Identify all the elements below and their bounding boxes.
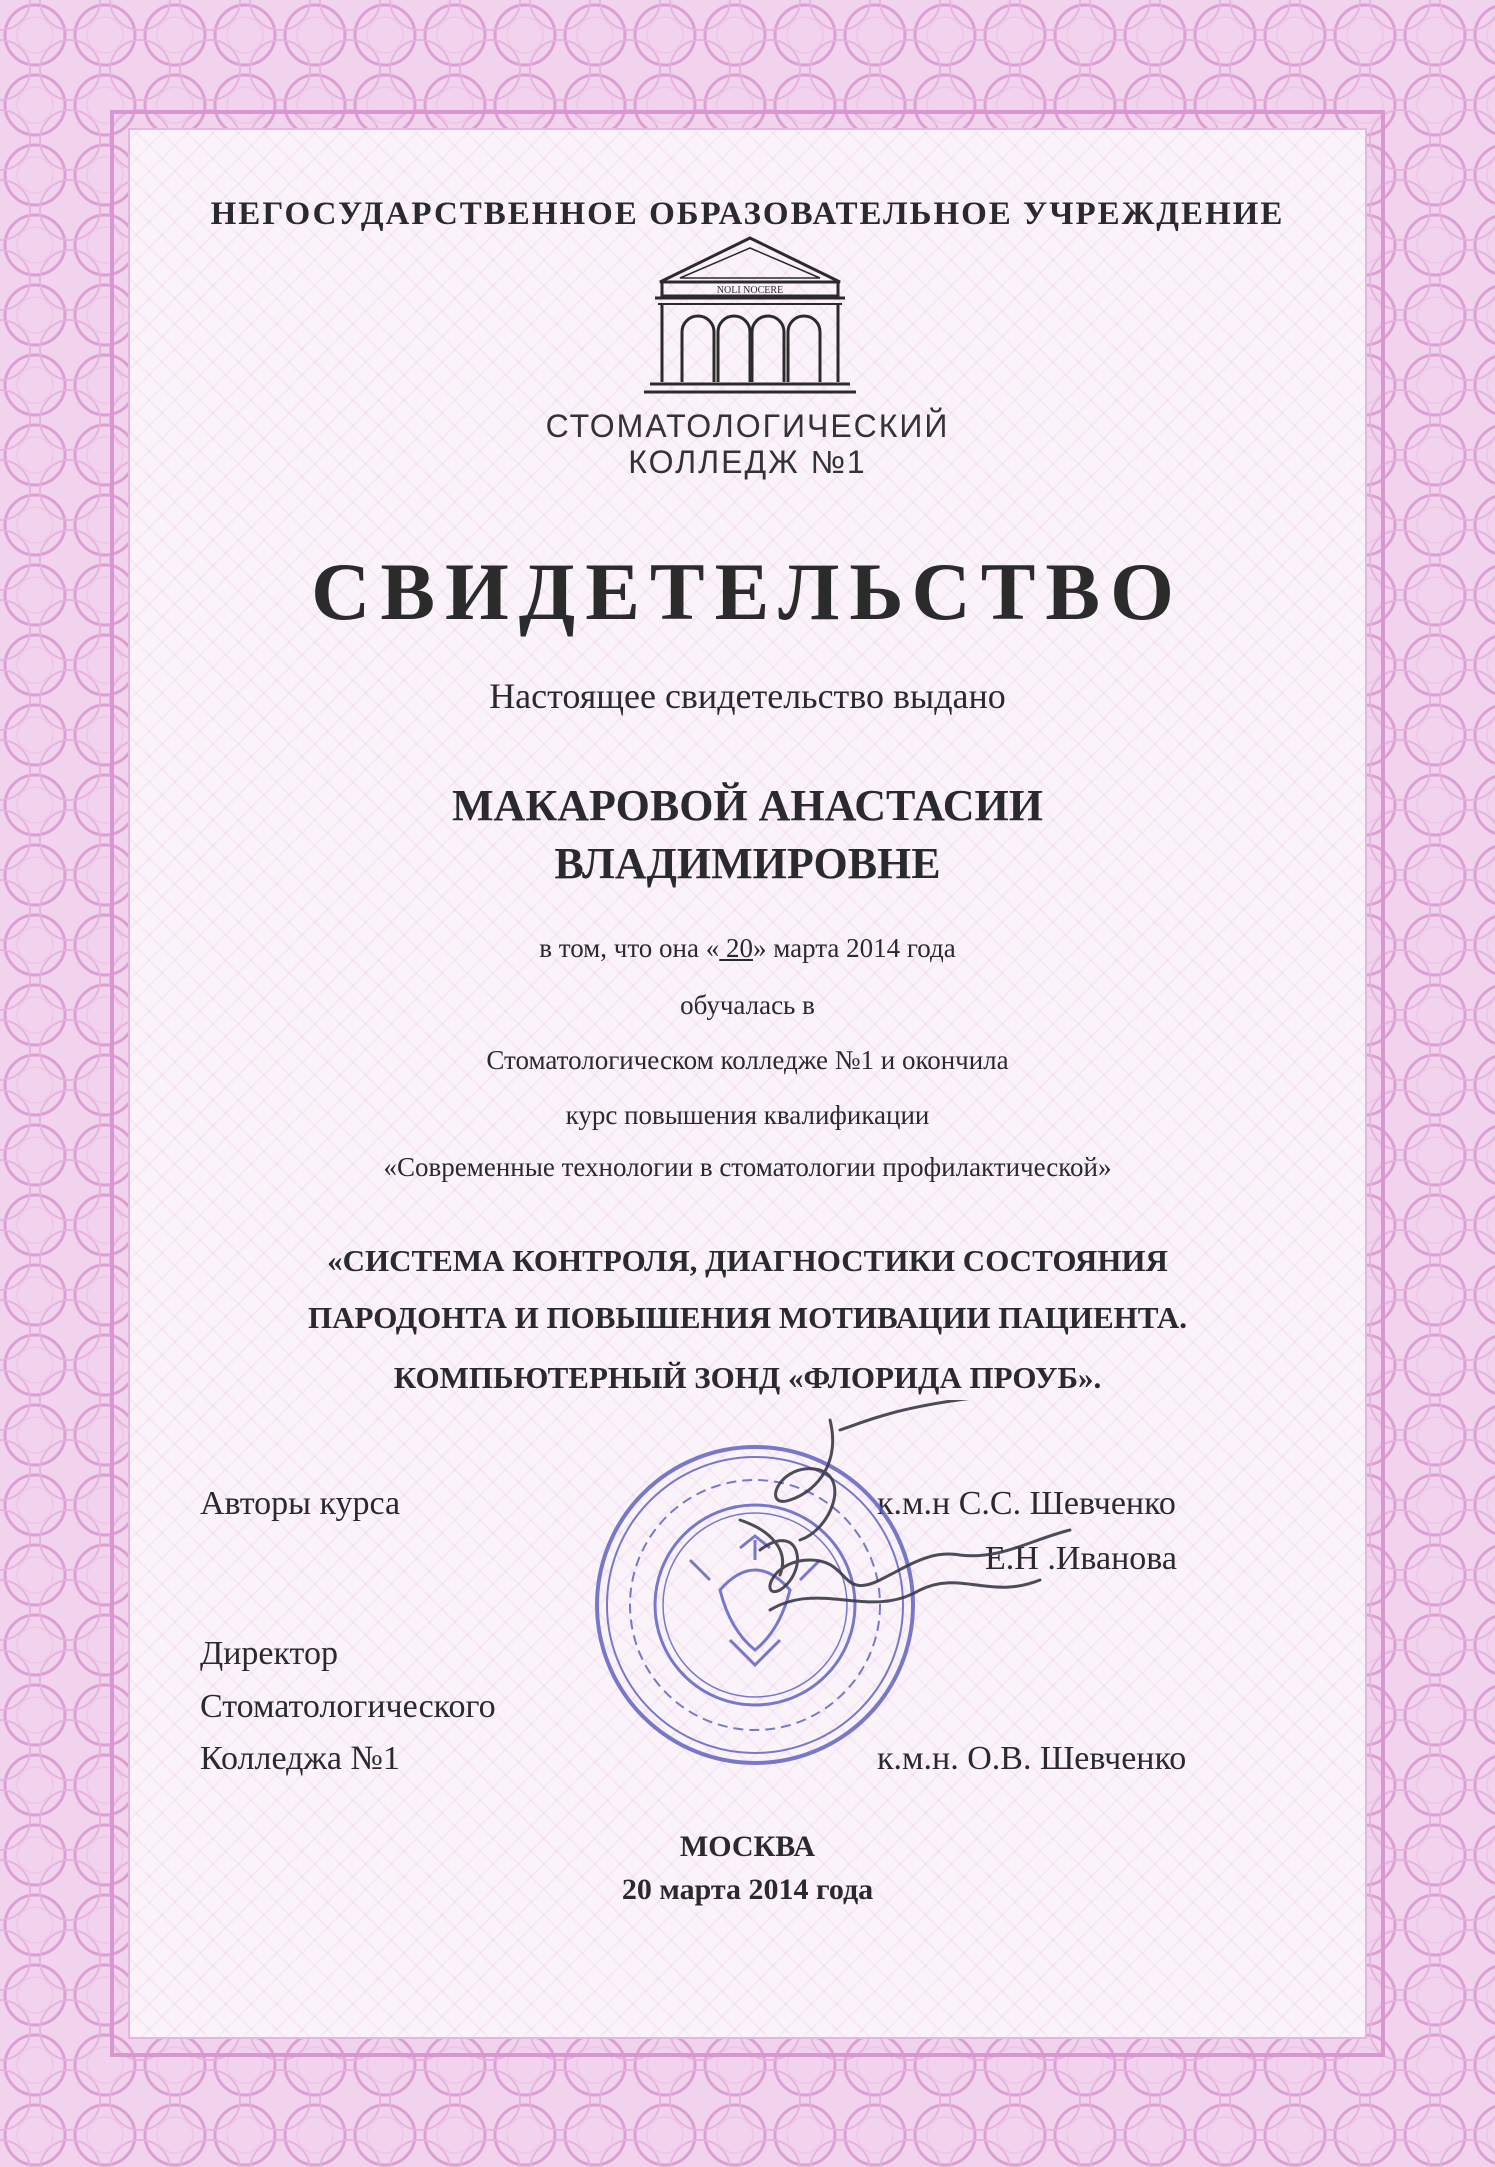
city: МОСКВА xyxy=(679,1830,816,1863)
authors-label: Авторы курса xyxy=(200,1485,401,1522)
date-line-suffix: » марта 2014 года xyxy=(752,933,956,963)
director-name: к.м.н. О.В. Шевченко xyxy=(877,1740,1187,1777)
recipient-name-line1: МАКАРОВОЙ АНАСТАСИИ xyxy=(452,781,1043,830)
studied-at-line: обучалась в xyxy=(680,990,815,1020)
issue-date: 20 марта 2014 года xyxy=(621,1873,874,1906)
director-label-line3: Колледжа №1 xyxy=(200,1740,400,1777)
logo-motto: NOLI NOCERE xyxy=(716,285,784,296)
author-2: Е.Н .Иванова xyxy=(985,1540,1177,1577)
course-type-line: курс повышения квалификации xyxy=(565,1100,930,1130)
college-name-line2: КОЛЛЕДЖ №1 xyxy=(628,444,867,480)
organization-heading: НЕГОСУДАРСТВЕННОЕ ОБРАЗОВАТЕЛЬНОЕ УЧРЕЖДЕНИЕ xyxy=(210,196,1285,232)
issued-to-text: Настоящее свидетельство выдано xyxy=(489,676,1006,716)
signature-icon xyxy=(700,1400,1080,1700)
date-line-prefix: в том, что она « xyxy=(539,933,720,963)
topic-line3: КОМПЬЮТЕРНЫЙ ЗОНД «ФЛОРИДА ПРОУБ». xyxy=(393,1360,1102,1395)
director-label-line2: Стоматологического xyxy=(200,1688,496,1725)
course-name-line: «Современные технологии в стоматологии профилактической» xyxy=(383,1152,1112,1182)
completion-date-line xyxy=(0,933,1495,964)
topic-line1: «СИСТЕМА КОНТРОЛЯ, ДИАГНОСТИКИ СОСТОЯНИЯ xyxy=(327,1243,1168,1278)
college-logo-building-icon xyxy=(640,232,860,402)
director-label-line1: Директор xyxy=(200,1635,338,1672)
topic-line2: ПАРОДОНТА И ПОВЫШЕНИЯ МОТИВАЦИИ ПАЦИЕНТА. xyxy=(307,1300,1188,1335)
author-1: к.м.н С.С. Шевченко xyxy=(877,1485,1176,1522)
recipient-name-line2: ВЛАДИМИРОВНЕ xyxy=(554,839,941,888)
date-line-day: 20 xyxy=(719,933,753,963)
college-completed-line: Стоматологическом колледже №1 и окончила xyxy=(486,1045,1009,1075)
certificate-title: СВИДЕТЕЛЬСТВО xyxy=(311,546,1184,637)
college-name-line1: СТОМАТОЛОГИЧЕСКИЙ xyxy=(545,408,950,444)
